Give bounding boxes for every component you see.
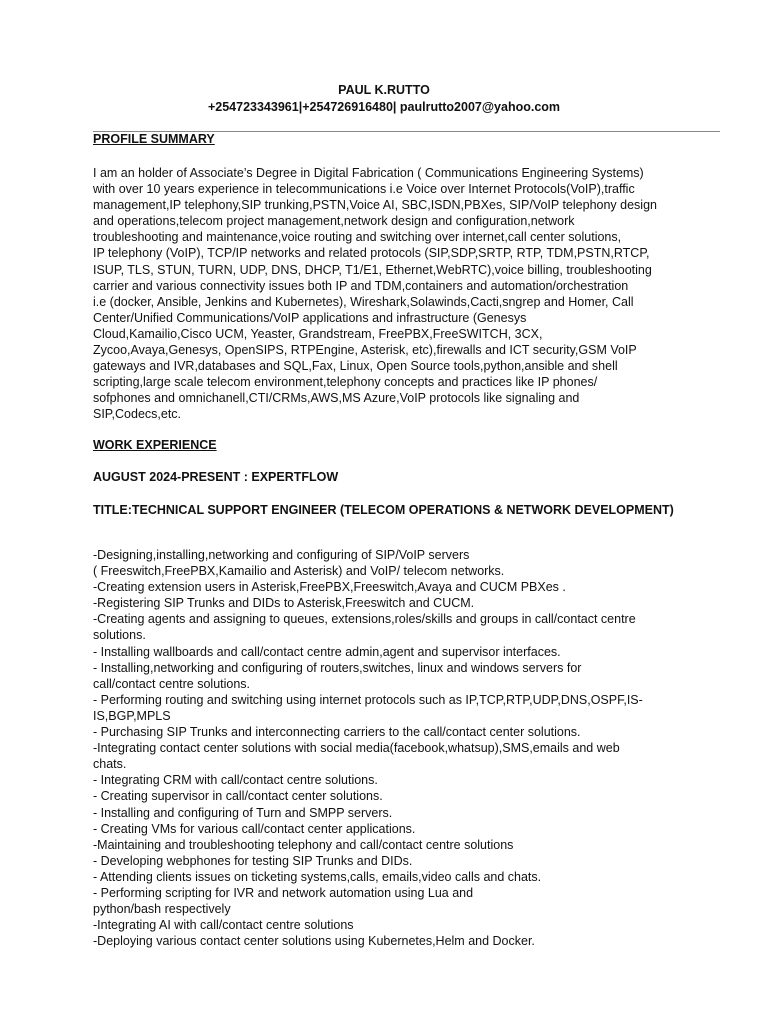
duty-line: - Installing,networking and configuring of routers,switches, linux and windows servers for <box>93 660 582 675</box>
profile-line: and operations,telecom project management,network design and configuration,network <box>93 214 575 229</box>
profile-line: Cloud,Kamailio,Cisco UCM, Yeaster, Grandstream, FreePBX,FreeSWITCH, 3CX, <box>93 326 543 341</box>
job-title: TITLE:TECHNICAL SUPPORT ENGINEER (TELECOM OPERATIONS & NETWORK DEVELOPMENT) <box>93 503 674 517</box>
duty-line: -Designing,installing,networking and configuring of SIP/VoIP servers <box>93 548 470 562</box>
profile-line: carrier and various connectivity issues both IP and TDM,containers and automation/orchestration <box>93 278 629 293</box>
duty-line: ( Freeswitch,FreePBX,Kamailio and Asterisk) and VoIP/ telecom networks. <box>93 564 505 579</box>
duty-line: IS,BGP,MPLS <box>93 708 171 723</box>
duty-line: - Performing routing and switching using internet protocols such as IP,TCP,RTP,UDP,DNS,OSPF,IS- <box>93 692 643 707</box>
duty-line: -Creating agents and assigning to queues, extensions,roles/skills and groups in call/contact centre <box>93 612 636 627</box>
duty-line: - Performing scripting for IVR and network automation using Lua and <box>93 885 474 900</box>
contact-line: +254723343961|+254726916480| paulrutto2007@yahoo.com <box>207 100 561 114</box>
profile-line: i.e (docker, Ansible, Jenkins and Kubernetes), Wireshark,Solawinds,Cacti,sngrep and Homer, Call <box>93 294 634 309</box>
duty-line: - Attending clients issues on ticketing systems,calls, emails,video calls and chats. <box>93 869 542 884</box>
profile-summary-text <box>93 165 668 423</box>
profile-line: sofphones and omnichanell,CTI/CRMs,AWS,MS Azure,VoIP protocols like signaling and <box>93 391 580 406</box>
profile-line: IP telephony (VoIP), TCP/IP networks and related protocols (SIP,SDP,SRTP, RTP, TDM,PSTN,RTCP, <box>93 246 650 261</box>
profile-line: I am an holder of Associate’s Degree in Digital Fabrication ( Communications Engineering Systems) <box>93 166 644 180</box>
profile-line: with over 10 years experience in telecommunications i.e Voice over Internet Protocols(VoIP),traffic <box>93 182 635 197</box>
profile-line: management,IP telephony,SIP trunking,PSTN,Voice AI, SBC,ISDN,PBXes, SIP/VoIP telephony design <box>93 198 657 213</box>
duty-line: solutions. <box>93 628 146 643</box>
duty-line: -Registering SIP Trunks and DIDs to Asterisk,Freeswitch and CUCM. <box>93 596 475 611</box>
profile-line: gateways and IVR,databases and SQL,Fax, Linux, Open Source tools,python,ansible and shell <box>93 359 618 374</box>
duty-line: - Developing webphones for testing SIP Trunks and DIDs. <box>93 853 413 868</box>
duty-line: -Integrating AI with call/contact centre solutions <box>93 918 354 933</box>
profile-line: troubleshooting and maintenance,voice routing and switching over internet,call center solutions, <box>93 230 622 245</box>
profile-line: SIP,Codecs,etc. <box>93 407 182 422</box>
work-experience-heading: WORK EXPERIENCE <box>93 438 217 452</box>
duty-line: call/contact centre solutions. <box>93 676 251 691</box>
profile-line: Zycoo,Avaya,Genesys, OpenSIPS, RTPEngine, Asterisk, etc),firewalls and ICT security,GSM VoIP <box>93 343 637 358</box>
duty-line: python/bash respectively <box>93 902 231 917</box>
duty-line: - Purchasing SIP Trunks and interconnecting carriers to the call/contact center solutions. <box>93 725 581 740</box>
duty-line: -Integrating contact center solutions with social media(facebook,whatsup),SMS,emails and web <box>93 741 620 756</box>
candidate-name: PAUL K.RUTTO <box>338 83 430 97</box>
profile-summary-heading: PROFILE SUMMARY <box>93 132 215 146</box>
job-duties <box>93 547 668 949</box>
duty-line: - Installing wallboards and call/contact centre admin,agent and supervisor interfaces. <box>93 644 561 659</box>
resume-header <box>0 82 768 116</box>
job-period-employer: AUGUST 2024-PRESENT : EXPERTFLOW <box>93 470 339 484</box>
duty-line: - Integrating CRM with call/contact centre solutions. <box>93 773 378 788</box>
profile-line: ISUP, TLS, STUN, TURN, UDP, DNS, DHCP, T1/E1, Ethernet,WebRTC),voice billing, troubleshooting <box>93 262 652 277</box>
profile-line: scripting,large scale telecom environment,telephony concepts and practices like IP phones/ <box>93 375 598 390</box>
duty-line: - Creating VMs for various call/contact center applications. <box>93 821 416 836</box>
duty-line: -Maintaining and troubleshooting telephony and call/contact centre solutions <box>93 837 514 852</box>
duty-line: chats. <box>93 757 127 772</box>
duty-line: -Creating extension users in Asterisk,FreePBX,Freeswitch,Avaya and CUCM PBXes . <box>93 580 566 595</box>
duty-line: -Deploying various contact center solutions using Kubernetes,Helm and Docker. <box>93 934 535 949</box>
duty-line: - Creating supervisor in call/contact center solutions. <box>93 789 383 804</box>
profile-line: Center/Unified Communications/VoIP applications and infrastructure (Genesys <box>93 310 527 325</box>
duty-line: - Installing and configuring of Turn and SMPP servers. <box>93 805 393 820</box>
